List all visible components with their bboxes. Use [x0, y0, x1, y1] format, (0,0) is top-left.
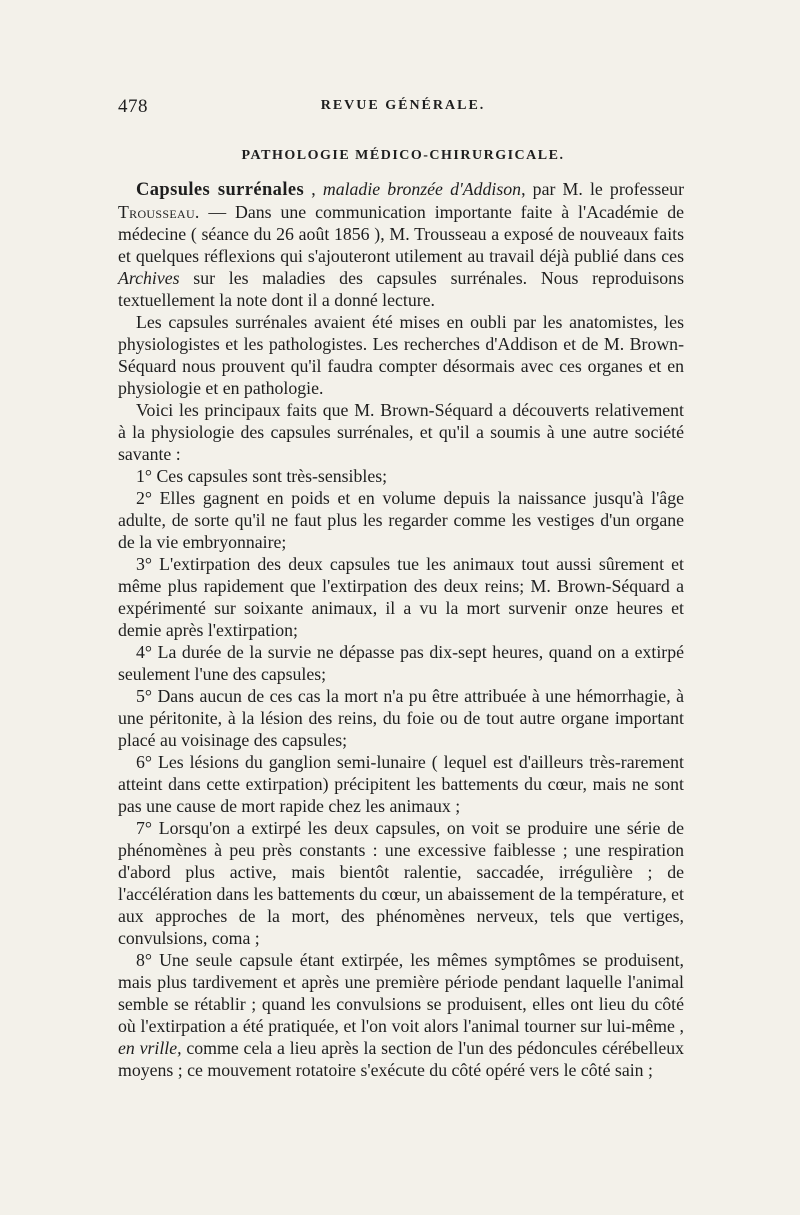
- author-name: Trousseau: [118, 202, 195, 222]
- paragraph-intro: Capsules surrénales , maladie bronzée d'Addison, par M. le professeur Trousseau. — Dans une communication importante faite à l'Académie de médecine ( séance du 26 août 1856 ), M. Trousseau a exposé de nouveaux faits et quelques réflexions qui s'ajouteront utilement au travail déjà publié dans ces Archives sur les maladies des capsules surrénales. Nous reproduisons textuellement la note dont il a donné lecture.: [118, 179, 684, 310]
- paragraph: Les capsules surrénales avaient été mises en oubli par les anatomistes, les physiologistes et les pathologistes. Les recherches d'Addison et de M. Brown-Séquard nous prouvent qu'il faudra compter désormais avec ces organes et en physiologie et en pathologie.: [118, 312, 684, 398]
- paragraph: Voici les principaux faits que M. Brown-Séquard a découverts relativement à la physiologie des capsules surrénales, et qu'il a soumis à une autre société savante :: [118, 400, 684, 464]
- page-header: [118, 96, 688, 124]
- list-item: 6° Les lésions du ganglion semi-lunaire ( lequel est d'ailleurs très-rarement atteint dans cette extirpation) précipitent les battements du cœur, mais ne sont pas une cause de mort rapide chez les animaux ;: [118, 752, 684, 816]
- list-item: 8° Une seule capsule étant extirpée, les mêmes symptômes se produisent, mais plus tardivement et après une première période pendant laquelle l'animal semble se rétablir ; quand les convulsions se produisent, elles ont lieu du côté où l'extirpation a été pratiquée, et l'on voit alors l'animal tourner sur lui-même , en vrille, comme cela a lieu après la section de l'un des pédoncules cérébelleux moyens ; ce mouvement rotatoire s'exécute du côté opéré vers le côté sain ;: [118, 950, 684, 1080]
- italic-phrase: en vrille,: [118, 1038, 182, 1058]
- article-body: [118, 178, 684, 1081]
- list-item: 7° Lorsqu'on a extirpé les deux capsules, on voit se produire une série de phénomènes à peu près constants : une excessive faiblesse ; une respiration d'abord plus active, mais bientôt ralentie, saccadée, irrégulière ; de l'accélération dans les battements du cœur, un abaissement de la température, et aux approches de la mort, des phénomènes nerveux, tels que vertiges, convulsions, coma ;: [118, 818, 684, 948]
- list-item: 4° La durée de la survie ne dépasse pas dix-sept heures, quand on a extirpé seulement l'une des capsules;: [118, 642, 684, 684]
- page-number: 478: [118, 96, 148, 117]
- list-item: 1° Ces capsules sont très-sensibles;: [136, 466, 388, 486]
- journal-name: Archives: [118, 268, 180, 288]
- article-subtitle: maladie bronzée d'Addison: [322, 179, 522, 199]
- section-title: PATHOLOGIE MÉDICO-CHIRURGICALE.: [241, 148, 565, 163]
- article-lead-title: Capsules surrénales: [136, 180, 305, 200]
- list-item: 2° Elles gagnent en poids et en volume depuis la naissance jusqu'à l'âge adulte, de sorte qu'il ne faut plus les regarder comme les vestiges d'un organe de la vie embryonnaire;: [118, 488, 684, 552]
- running-head: REVUE GÉNÉRALE.: [320, 98, 486, 113]
- list-item: 5° Dans aucun de ces cas la mort n'a pu être attribuée à une hémorrhagie, à une péritonite, à la lésion des reins, du foie ou de tout autre organe important placé au voisinage des capsules;: [118, 686, 684, 750]
- list-item: 3° L'extirpation des deux capsules tue les animaux tout aussi sûrement et même plus rapidement que l'extirpation des deux reins; M. Brown-Séquard a expérimenté sur soixante animaux, il a vu la mort survenir onze heures et demie après l'extirpation;: [118, 554, 684, 640]
